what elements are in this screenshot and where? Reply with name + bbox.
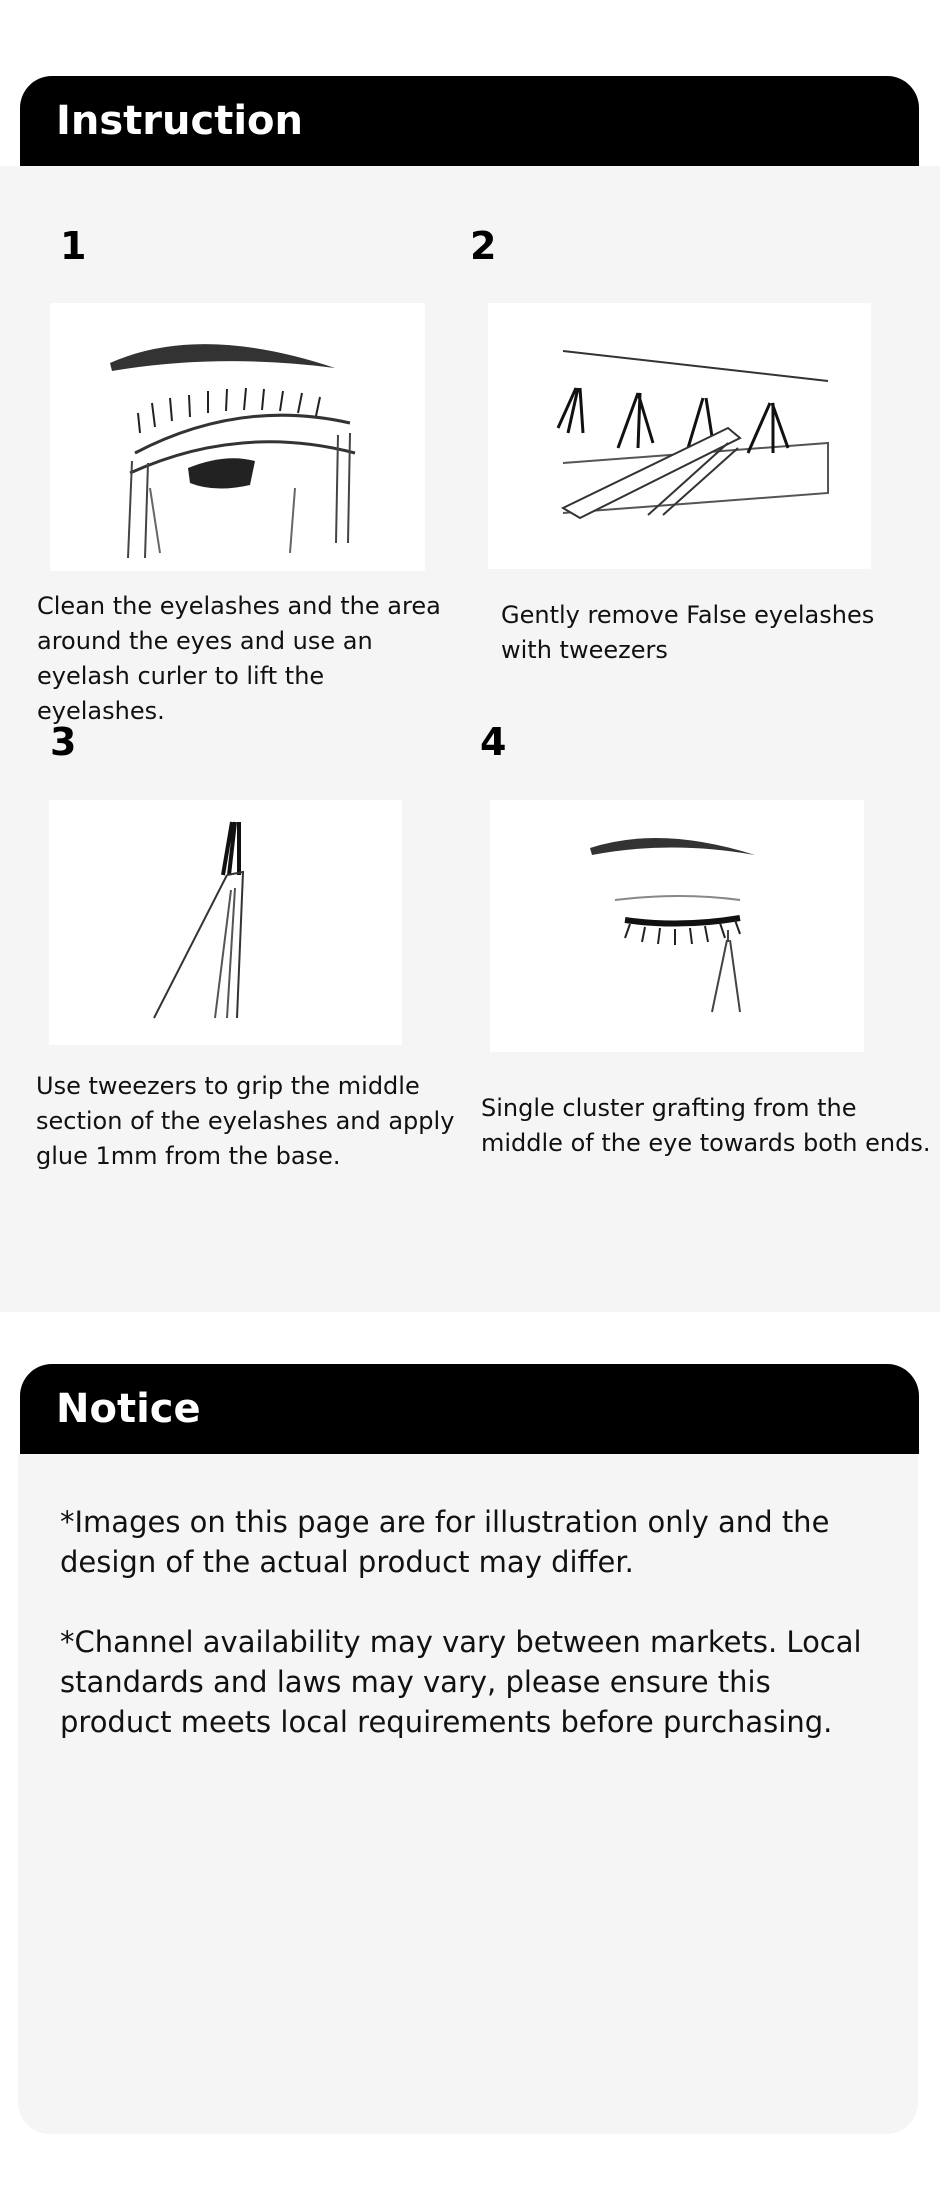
notice-title: Notice — [56, 1386, 201, 1432]
step-4-text: Single cluster grafting from the middle of the eye towards both ends. — [481, 1094, 931, 1157]
lash-tray-illustration — [488, 303, 871, 569]
instruction-title: Instruction — [56, 98, 303, 144]
step-1-image — [50, 303, 425, 571]
step-4-image — [490, 800, 864, 1052]
notice-paragraph-1: *Images on this page are for illustration only and the design of the actual product may differ. — [60, 1505, 830, 1579]
lash-application-illustration — [490, 800, 864, 1052]
tweezers-glue-illustration — [49, 800, 402, 1045]
step-4-number: 4 — [480, 720, 507, 764]
step-2-image — [488, 303, 871, 569]
step-2-text: Gently remove False eyelashes with tweezers — [501, 601, 875, 664]
notice-header — [20, 1364, 919, 1454]
eyelash-curler-illustration — [50, 303, 425, 571]
step-2-number: 2 — [470, 224, 497, 268]
notice-paragraph-2: *Channel availability may vary between markets. Local standards and laws may vary, please ensure this product meets local requirements before purchasing. — [60, 1625, 862, 1739]
step-3-number: 3 — [50, 720, 77, 764]
instruction-header — [20, 76, 919, 166]
step-1-text: Clean the eyelashes and the area around the eyes and use an eyelash curler to lift the eyelashes. — [37, 592, 441, 725]
step-3-image — [49, 800, 402, 1045]
step-1-number: 1 — [60, 224, 87, 268]
step-3-text: Use tweezers to grip the middle section of the eyelashes and apply glue 1mm from the base. — [36, 1072, 455, 1170]
